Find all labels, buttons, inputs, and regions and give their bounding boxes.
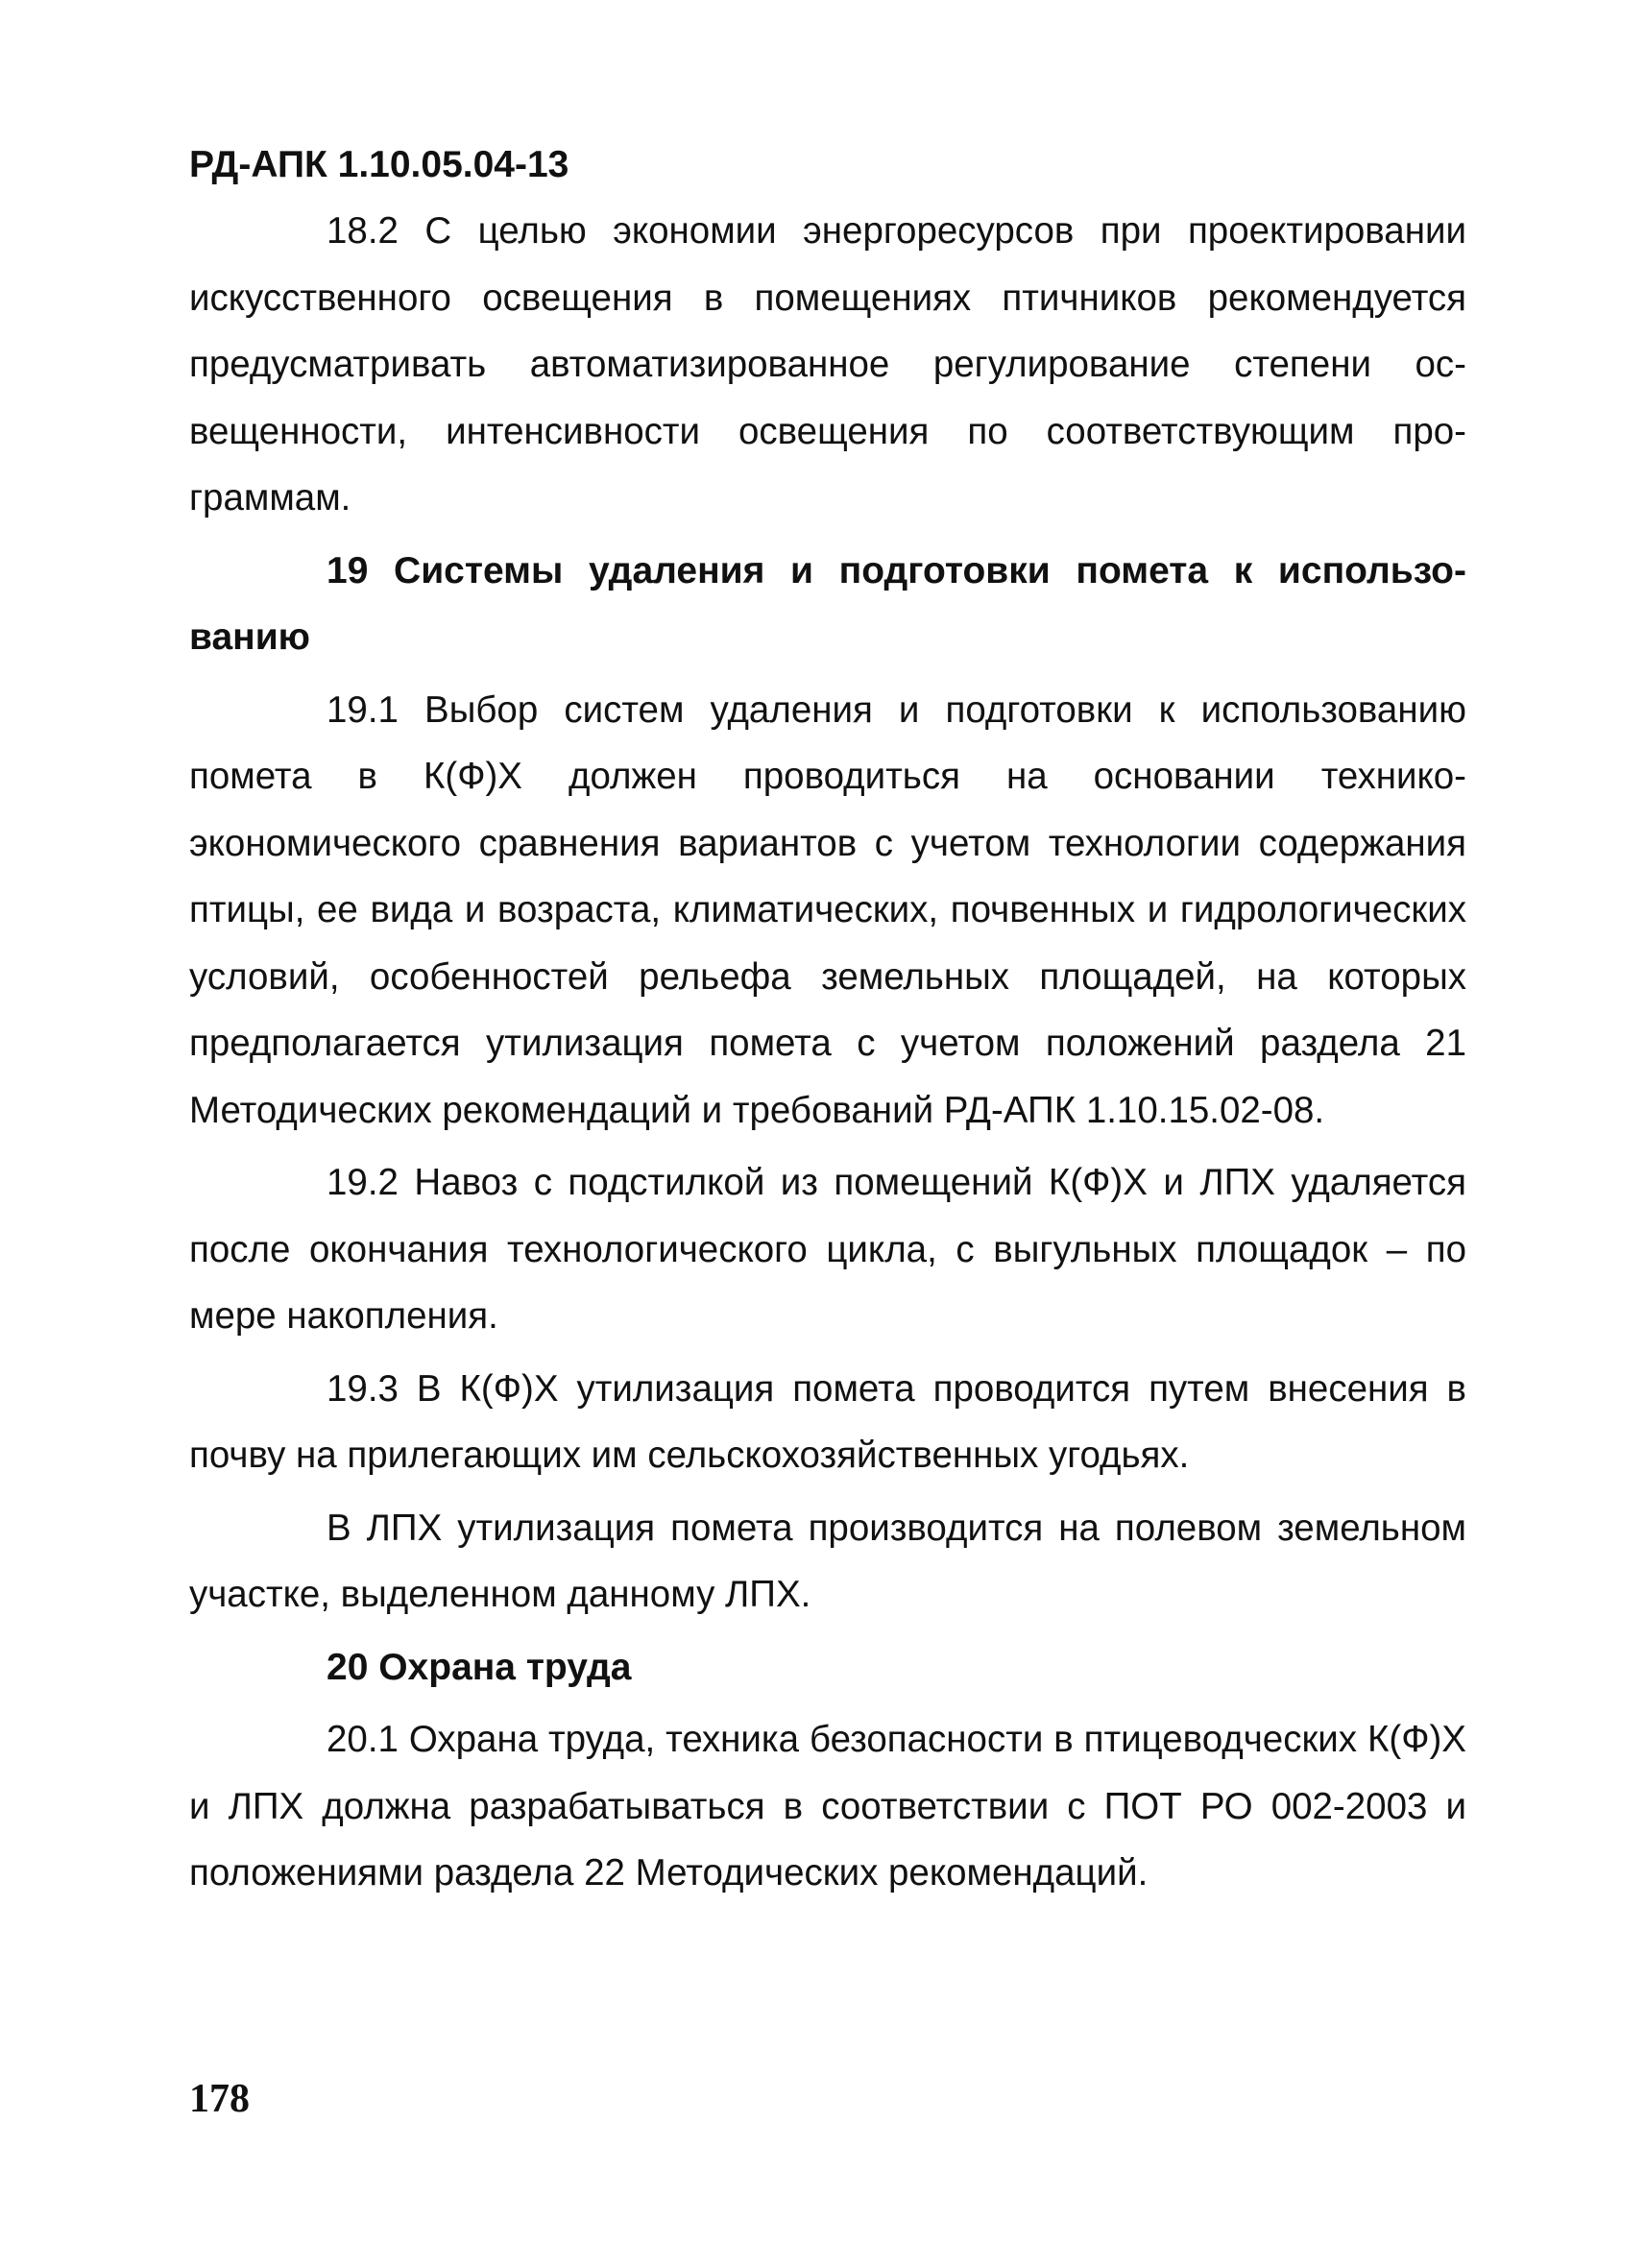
section-heading-19: 19 Системы удаления и подготовки помета к использованию <box>189 549 1466 658</box>
paragraph-19-3: 19.3 В К(Ф)Х утилизация помета проводится путем внесения в почву на прилегающих им сельскохозяйственных угодьях. <box>189 1367 1466 1476</box>
document-page <box>189 144 1466 1913</box>
paragraph-19-2: 19.2 Навоз с подстилкой из помещений К(Ф)Х и ЛПХ удаляется после окончания технологического цикла, с выгульных площадок – по мере накопления. <box>189 1162 1466 1337</box>
paragraph-18-2: 18.2 С целью экономии энергоресурсов при проектировании искусственного освещения в помещениях птичников рекомендуется предусматривать автоматизированное регулирование степени освещенности, интенсивности освещения по соответствующим программам. <box>189 210 1466 519</box>
section-heading-20: 20 Охрана труда <box>327 1646 632 1688</box>
page-number: 178 <box>189 2077 250 2121</box>
document-code-header: РД-АПК 1.10.05.04-13 <box>189 144 569 185</box>
paragraph-20-1: 20.1 Охрана труда, техника безопасности в птицеводческих К(Ф)Х и ЛПХ должна разрабатываться в соответствии с ПОТ РО 002-2003 и положениями раздела 22 Методических рекомендаций. <box>189 1719 1466 1894</box>
paragraph-19-1: 19.1 Выбор систем удаления и подготовки к использованию помета в К(Ф)Х должен проводиться на основании технико-экономического сравнения вариантов с учетом технологии содержания птицы, ее вида и возраста, климатических, почвенных и гидрологических условий, особенностей рельефа земельных площадей, на которых предполагается утилизация помета с учетом положений раздела 21 Методических рекомендаций и требований РД-АПК 1.10.15.02-08. <box>189 688 1466 1131</box>
paragraph-19-3-continued: В ЛПХ утилизация помета производится на полевом земельном участке, выделенном данному ЛПХ. <box>189 1507 1466 1615</box>
